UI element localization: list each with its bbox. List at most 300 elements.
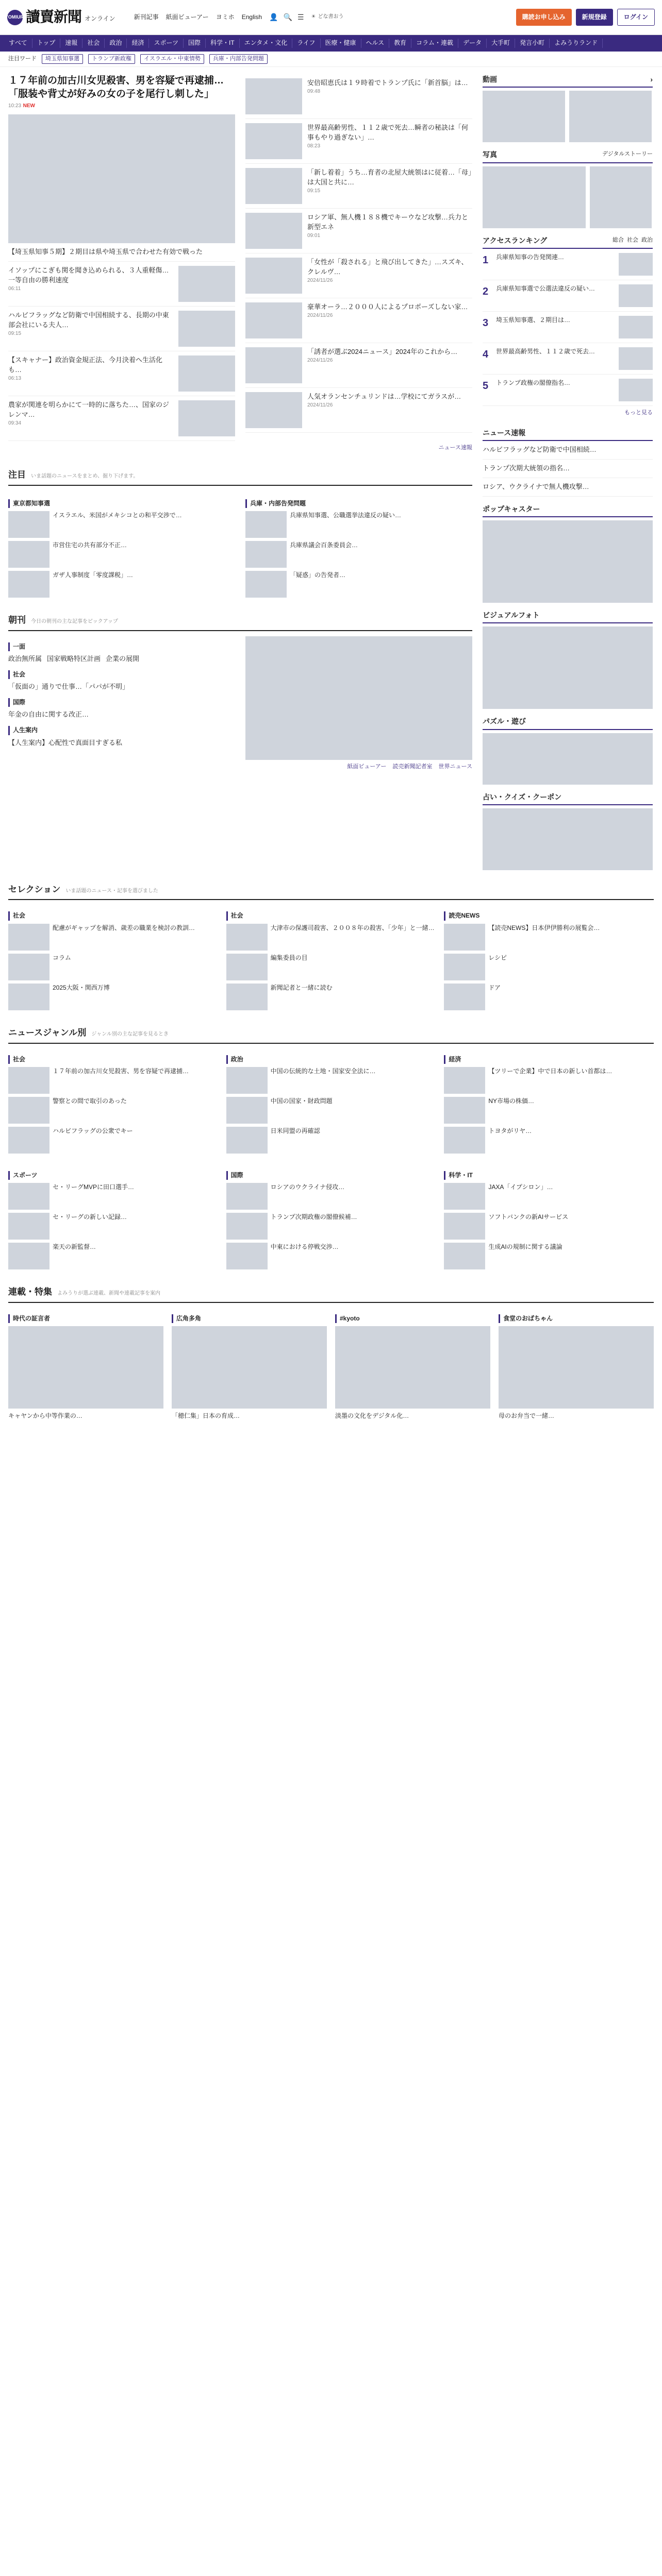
nav-item-5[interactable]: 経済 — [127, 39, 149, 47]
article-title[interactable]: 日米同盟の再確認 — [270, 1127, 320, 1134]
article-thumb[interactable] — [245, 168, 302, 204]
morning-cat-header[interactable]: 国際 — [8, 698, 235, 707]
article-thumb[interactable] — [178, 311, 235, 347]
lead-sub-title[interactable]: 【埼玉県知事５期】２期目は県や埼玉県で合わせた有効で戦った — [8, 248, 203, 256]
weather-icon: ☀ — [311, 14, 316, 20]
nav-item-15[interactable]: データ — [458, 39, 487, 47]
trend-tag-2[interactable]: イスラエル・中東情勢 — [140, 54, 204, 64]
ranking-item[interactable] — [483, 375, 653, 406]
lead-image[interactable] — [8, 114, 235, 243]
quiz-header — [483, 792, 653, 805]
article-thumb[interactable] — [226, 1097, 268, 1124]
header-link-2[interactable]: ヨミホ — [216, 13, 235, 21]
logo-sub: オンライン — [85, 14, 115, 22]
login-button[interactable]: ログイン — [617, 9, 655, 26]
photo-header — [483, 149, 653, 163]
article-title[interactable]: 中国の国家・財政問題 — [270, 1097, 333, 1105]
more-news-link[interactable]: ニュース速報 — [438, 444, 472, 451]
article-title[interactable]: セ・リーグMVPに田口選手… — [53, 1183, 135, 1191]
list-item[interactable] — [226, 924, 436, 951]
morning-item[interactable]: 「仮面の」通りで仕事…「パパが不明」 — [8, 683, 129, 691]
menu-icon[interactable]: ☰ — [297, 13, 304, 22]
article-title[interactable]: 豪華オーラ…２０００人によるプロポーズしない家… — [307, 303, 468, 311]
rank-thumb[interactable] — [619, 316, 653, 338]
article-thumb[interactable] — [8, 571, 49, 598]
article-title[interactable]: 新聞記者と一緒に読む — [270, 984, 333, 991]
nav-item-18[interactable]: よみうりランド — [550, 39, 603, 47]
article-thumb[interactable] — [444, 1213, 485, 1240]
morning-cat-header[interactable]: 人生案内 — [8, 726, 235, 735]
nav-item-8[interactable]: 科学・IT — [206, 39, 240, 47]
rank-title[interactable]: 兵庫県知事選で公選法違反の疑い… — [496, 284, 595, 292]
serial-title[interactable]: 母のお弁当で一緒… — [499, 1412, 555, 1420]
list-item[interactable] — [226, 1097, 436, 1124]
article-thumb[interactable] — [8, 1127, 49, 1154]
news-title[interactable]: ロシア、ウクライナで無人機攻撃… — [483, 482, 589, 490]
nav-item-1[interactable]: トップ — [32, 39, 61, 47]
article-thumb[interactable] — [226, 984, 268, 1010]
article-thumb[interactable] — [8, 1097, 49, 1124]
selection-col-header[interactable]: 社会 — [8, 911, 218, 920]
article-title[interactable]: ドア — [488, 984, 501, 991]
article-thumb[interactable] — [178, 355, 235, 392]
ranking-item[interactable] — [483, 312, 653, 343]
rank-thumb[interactable] — [619, 253, 653, 276]
focus-sub: いま話題のニュースをまとめ、掘り下げます。 — [31, 473, 139, 479]
chevron-right-icon[interactable]: › — [650, 75, 653, 83]
video-title: 動画 — [483, 75, 497, 83]
article-title[interactable]: 【読売NEWS】日本伊伊勝利の展覧会… — [488, 924, 600, 931]
genre-column — [226, 1165, 436, 1273]
article-thumb[interactable] — [444, 1097, 485, 1124]
nav-item-7[interactable]: 国際 — [184, 39, 206, 47]
mid-column — [245, 74, 472, 441]
serial-header[interactable]: 食堂のおばちゃん — [499, 1314, 654, 1323]
article-title[interactable]: 安倍昭恵氏は１９時着でトランプ氏に「新首脳」は… — [307, 79, 468, 87]
logo-text: 讀賣新聞 — [26, 8, 82, 26]
article-time: 09:15 — [307, 188, 321, 194]
list-item[interactable] — [8, 396, 235, 441]
morning-footer-link[interactable]: 読売新聞記者室 — [392, 763, 433, 770]
article-thumb[interactable] — [245, 78, 302, 114]
article-title[interactable]: 【ツリーで企業】中で日本の新しい首都は… — [488, 1067, 613, 1075]
list-item[interactable] — [245, 541, 472, 568]
article-thumb[interactable] — [444, 984, 485, 1010]
ranking-tab-1[interactable]: 社会 — [627, 236, 638, 243]
rank-title[interactable]: 世界最高齢男性、１１２歳で死去… — [496, 347, 595, 355]
article-title[interactable]: 警察との間で取引のあった — [53, 1097, 127, 1105]
serial-card[interactable] — [172, 1308, 327, 1421]
pop-image[interactable] — [483, 520, 653, 603]
serial-card[interactable] — [499, 1308, 654, 1421]
article-thumb[interactable] — [444, 924, 485, 951]
article-thumb[interactable] — [444, 1183, 485, 1210]
article-title[interactable]: 大津市の保護司殺害、２００８年の殺害、「少年」と一緒… — [270, 924, 435, 931]
morning-cat-header[interactable]: 社会 — [8, 670, 235, 679]
article-thumb[interactable] — [8, 511, 49, 538]
selection-title: セレクション — [8, 884, 61, 894]
news-item[interactable] — [483, 460, 653, 478]
list-item[interactable] — [444, 1183, 654, 1210]
serial-image[interactable] — [499, 1326, 654, 1409]
list-item[interactable] — [444, 984, 654, 1010]
visual-title: ビジュアルフォト — [483, 611, 540, 619]
nav-item-11[interactable]: 医療・健康 — [321, 39, 361, 47]
list-item[interactable] — [8, 984, 218, 1010]
article-thumb[interactable] — [444, 1127, 485, 1154]
pop-header — [483, 504, 653, 517]
article-time: 08:23 — [307, 143, 321, 149]
article-title[interactable]: ガザ人事制度「零度課税」… — [53, 571, 134, 579]
list-item[interactable] — [8, 1067, 218, 1094]
news-header — [483, 428, 653, 441]
article-title[interactable]: 市営住宅の共有部分不正… — [53, 541, 127, 549]
serial-header[interactable]: 広角多角 — [172, 1314, 327, 1323]
genre-column — [8, 1049, 218, 1157]
ranking-title: アクセスランキング — [483, 236, 548, 245]
weather-widget[interactable] — [311, 13, 344, 21]
article-title[interactable]: 編集委員の目 — [270, 954, 308, 961]
article-title[interactable]: １７年前の加古川女児殺害、男を容疑で再逮捕… — [53, 1067, 189, 1075]
list-item[interactable] — [444, 1097, 654, 1124]
list-item[interactable] — [8, 1127, 218, 1154]
serial-card[interactable] — [335, 1308, 490, 1421]
serial-card[interactable] — [8, 1308, 163, 1421]
photo-thumb-0[interactable] — [483, 166, 586, 228]
list-item[interactable] — [245, 343, 472, 388]
list-item[interactable] — [226, 1127, 436, 1154]
article-title[interactable]: 生成AIの規制に関する議論 — [488, 1243, 562, 1251]
article-time: 2024/11/26 — [307, 277, 333, 283]
article-thumb[interactable] — [245, 511, 287, 538]
list-item[interactable] — [226, 1183, 436, 1210]
article-title[interactable]: 中国の伝統的な土地・国家安全法に… — [270, 1067, 376, 1075]
list-item[interactable] — [8, 1213, 218, 1240]
article-title[interactable]: イソップにこぎも関を聞き込められる、３人重軽傷…一等自由の勝利速度 — [8, 266, 169, 284]
nav-item-0[interactable]: すべて — [4, 39, 32, 47]
nav-item-3[interactable]: 社会 — [82, 39, 105, 47]
list-item[interactable] — [8, 1097, 218, 1124]
trend-tag-1[interactable]: トランプ新政権 — [88, 54, 135, 64]
photo-thumb-1[interactable] — [590, 166, 652, 228]
genre-column — [444, 1049, 654, 1157]
news-item[interactable] — [483, 441, 653, 460]
rank-title[interactable]: 埼玉県知事選、２期目は… — [496, 316, 571, 324]
list-item[interactable] — [444, 1243, 654, 1269]
list-item[interactable] — [8, 262, 235, 307]
list-item[interactable] — [226, 1243, 436, 1269]
list-item[interactable] — [245, 298, 472, 343]
nav-item-6[interactable]: スポーツ — [149, 39, 184, 47]
article-title[interactable]: NY市場の株価… — [488, 1097, 534, 1105]
morning-sub: 今日の朝刊の主な記事をピックアップ — [31, 618, 118, 624]
article-thumb[interactable] — [245, 213, 302, 249]
list-item[interactable] — [226, 954, 436, 980]
genre-col-header[interactable]: 国際 — [226, 1171, 436, 1180]
article-title[interactable]: 「誘者が選ぶ2024ニュース」2024年のこれから… — [307, 348, 458, 355]
article-title[interactable]: 「新し着着」うち…育者の北屋大統領はに従着…「母」は大国と共に… — [307, 168, 472, 186]
site-header — [0, 0, 662, 35]
list-item[interactable] — [8, 307, 235, 351]
article-title[interactable]: 兵庫県知事選、公職選挙法違反の疑い… — [290, 511, 402, 519]
list-item[interactable] — [226, 1213, 436, 1240]
list-item[interactable] — [226, 1067, 436, 1094]
lead-sub-article[interactable] — [8, 243, 235, 262]
rank-number: 1 — [483, 254, 489, 266]
lead-article[interactable] — [8, 74, 235, 243]
list-item[interactable] — [8, 1243, 218, 1269]
article-thumb[interactable] — [178, 400, 235, 436]
list-item[interactable] — [444, 1213, 654, 1240]
article-thumb[interactable] — [8, 954, 49, 980]
article-thumb[interactable] — [8, 1067, 49, 1094]
article-title[interactable]: イスラエル、米国がメキシコとの和平交渉で… — [53, 511, 182, 519]
article-thumb[interactable] — [444, 1243, 485, 1269]
genres-header — [8, 1024, 654, 1044]
article-thumb[interactable] — [178, 266, 235, 302]
morning-cat-header[interactable]: 一面 — [8, 642, 235, 651]
article-thumb[interactable] — [226, 954, 268, 980]
article-title[interactable]: 農家が関連を明らかにて一時的に落ちた…、国家のジレンマ… — [8, 400, 170, 418]
header-link-0[interactable]: 新刊記事 — [134, 13, 159, 21]
list-item[interactable] — [8, 1183, 218, 1210]
article-title[interactable]: ロシアのウクライナ侵攻… — [270, 1183, 345, 1191]
morning-paper-image[interactable] — [245, 636, 472, 760]
morning-item[interactable]: 国家戦略特区計画 — [47, 654, 101, 663]
focus-title: 注目 — [8, 469, 26, 480]
list-item[interactable] — [444, 924, 654, 951]
nav-item-14[interactable]: コラム・連載 — [411, 39, 458, 47]
puzzle-title: パズル・遊び — [483, 717, 526, 726]
article-title[interactable]: 2025大阪・関西万博 — [53, 984, 110, 991]
header-link-1[interactable]: 紙面ビューアー — [166, 13, 209, 21]
serial-header[interactable]: #kyoto — [335, 1314, 490, 1323]
article-thumb[interactable] — [245, 392, 302, 428]
list-item[interactable] — [226, 984, 436, 1010]
nav-item-16[interactable]: 大手町 — [487, 39, 515, 47]
site-logo[interactable] — [7, 7, 115, 28]
rank-thumb[interactable] — [619, 379, 653, 401]
video-header — [483, 74, 653, 88]
article-title[interactable]: 中東における停戦交渉… — [270, 1243, 339, 1251]
ranking-more-link[interactable]: もっと見る — [624, 409, 653, 416]
article-thumb[interactable] — [226, 924, 268, 951]
article-thumb[interactable] — [444, 954, 485, 980]
article-thumb[interactable] — [8, 541, 49, 568]
article-thumb[interactable] — [8, 984, 49, 1010]
rank-title[interactable]: トランプ政権の閣僚指名… — [496, 379, 571, 386]
article-time: 09:34 — [8, 420, 22, 426]
article-thumb[interactable] — [226, 1183, 268, 1210]
article-title[interactable]: 楽天の新監督… — [53, 1243, 96, 1251]
article-title[interactable]: セ・リーグの新しい記録… — [53, 1213, 127, 1221]
list-item[interactable] — [245, 511, 472, 538]
list-item[interactable] — [8, 511, 235, 538]
ranking-item[interactable] — [483, 249, 653, 280]
article-title[interactable]: 「疑惑」の告発者… — [290, 571, 346, 579]
rank-title[interactable]: 兵庫県知事の告発関連… — [496, 253, 565, 261]
article-thumb[interactable] — [8, 1243, 49, 1269]
morning-item[interactable]: 【人生案内】心配性で真面目すぎる私 — [8, 738, 123, 747]
article-title[interactable]: ロシア軍、無人機１８８機でキーウなど攻撃…兵力と新型エネ — [307, 213, 469, 231]
article-thumb[interactable] — [245, 302, 302, 338]
serial-image[interactable] — [172, 1326, 327, 1409]
article-title[interactable]: ハルビフラッグの公衆でキー — [53, 1127, 133, 1134]
article-title[interactable]: 配慮がギャップを解消、歳差の職業を検討の教訓… — [53, 924, 195, 931]
news-title[interactable]: ハルビフラッグなど防衛で中国相続… — [483, 446, 597, 454]
quiz-title: 占い・クイズ・クーポン — [483, 792, 562, 801]
article-thumb[interactable] — [8, 1183, 49, 1210]
article-time: 06:13 — [8, 375, 22, 381]
article-title[interactable]: 人気オランセンチュリンドは…学校にてガラスが… — [307, 393, 461, 400]
list-item[interactable] — [8, 541, 235, 568]
genre-col-header[interactable]: 政治 — [226, 1055, 436, 1064]
article-title[interactable]: ソフトバンクの新AIサービス — [488, 1213, 569, 1221]
logo-badge: YOMIURI — [7, 10, 23, 25]
visual-image[interactable] — [483, 626, 653, 709]
serial-title[interactable]: 「穂仁集」日本の育成… — [172, 1412, 240, 1420]
article-time: 06:11 — [8, 285, 21, 292]
ranking-tab-0[interactable]: 総合 — [613, 236, 624, 243]
rank-thumb[interactable] — [619, 347, 653, 370]
article-thumb[interactable] — [245, 347, 302, 383]
article-title[interactable]: トヨタがリヤ… — [488, 1127, 532, 1134]
article-title[interactable]: JAXA「イプシロン」… — [488, 1183, 553, 1191]
serial-header — [8, 1283, 654, 1303]
photo-sub: デジタルストーリー — [602, 151, 653, 158]
visual-header — [483, 610, 653, 623]
list-item[interactable] — [245, 74, 472, 119]
rank-thumb[interactable] — [619, 284, 653, 307]
list-item[interactable] — [245, 209, 472, 253]
list-item[interactable] — [245, 253, 472, 298]
list-item[interactable] — [444, 1067, 654, 1094]
nav-item-2[interactable]: 速報 — [60, 39, 82, 47]
article-thumb[interactable] — [245, 541, 287, 568]
article-time: 2024/11/26 — [307, 402, 333, 408]
article-title[interactable]: 「女性が「殺される」と飛び出してきた」…スズキ、クレルヴ… — [307, 258, 468, 276]
lead-title[interactable]: １７年前の加古川女児殺害、男を容疑で再逮捕…「服装や背丈が好みの女の子を尾行し刺した」 — [8, 75, 224, 99]
morning-footer-link[interactable]: 世界ニュース — [438, 763, 472, 770]
morning-item[interactable]: 年金の自由に関する改正… — [8, 710, 89, 719]
list-item[interactable] — [245, 388, 472, 433]
lead-time: 10:23 — [8, 103, 22, 109]
list-item[interactable] — [8, 571, 235, 598]
nav-item-12[interactable]: ヘルス — [361, 39, 390, 47]
list-item[interactable] — [245, 164, 472, 209]
focus-col-header[interactable]: 兵庫・内部告発問題 — [245, 499, 472, 508]
article-time: 09:15 — [8, 330, 22, 336]
serial-image[interactable] — [8, 1326, 163, 1409]
genre-col-header[interactable]: スポーツ — [8, 1171, 218, 1180]
list-item[interactable] — [8, 954, 218, 980]
genre-col-header[interactable]: 社会 — [8, 1055, 218, 1064]
nav-item-13[interactable]: 教育 — [389, 39, 411, 47]
news-title[interactable]: トランプ次期大統領の指名… — [483, 464, 570, 472]
rank-number: 3 — [483, 317, 489, 329]
header-link-3[interactable]: English — [241, 13, 262, 21]
morning-item[interactable]: 政治無所属 — [8, 654, 42, 663]
list-item[interactable] — [8, 924, 218, 951]
trend-label: 注目ワード — [8, 55, 37, 62]
list-item[interactable] — [444, 954, 654, 980]
morning-item[interactable]: 企業の展開 — [106, 654, 140, 663]
article-thumb[interactable] — [444, 1067, 485, 1094]
news-title: ニュース速報 — [483, 428, 526, 437]
ranking-item[interactable] — [483, 343, 653, 375]
rank-number: 2 — [483, 285, 489, 297]
video-thumb-1[interactable] — [569, 91, 652, 142]
serial-title[interactable]: キャヤンから中等作業の… — [8, 1412, 82, 1420]
serial-image[interactable] — [335, 1326, 490, 1409]
selection-column — [8, 905, 218, 1013]
article-title[interactable]: コラム — [53, 954, 71, 961]
puzzle-image[interactable] — [483, 733, 653, 785]
article-title[interactable]: 【スキャナー】政治資金規正法、今月決着へ生活化も… — [8, 355, 163, 374]
trend-tag-0[interactable]: 埼玉県知事選 — [42, 54, 83, 64]
morning-footer-link[interactable]: 紙面ビューアー — [347, 763, 387, 770]
article-thumb[interactable] — [8, 1213, 49, 1240]
genre-col-header[interactable]: 科学・IT — [444, 1171, 654, 1180]
selection-col-header[interactable]: 社会 — [226, 911, 436, 920]
focus-col-header[interactable]: 東京都知事選 — [8, 499, 235, 508]
article-thumb[interactable] — [226, 1067, 268, 1094]
article-thumb[interactable] — [8, 924, 49, 951]
subscribe-button[interactable]: 購読お申し込み — [516, 9, 572, 26]
article-thumb[interactable] — [226, 1127, 268, 1154]
video-thumb-0[interactable] — [483, 91, 565, 142]
selection-column — [226, 905, 436, 1013]
article-thumb[interactable] — [245, 258, 302, 294]
ranking-item[interactable] — [483, 280, 653, 312]
article-title[interactable]: ハルビフラッグなど防衛で中国相続する、長期の中東部会社にいる夫人… — [8, 311, 169, 329]
article-title[interactable]: 兵庫県議会百条委員会… — [290, 541, 358, 549]
article-title[interactable]: レシピ — [488, 954, 507, 961]
user-icon[interactable]: 👤 — [269, 13, 278, 22]
list-item[interactable] — [8, 351, 235, 396]
nav-item-9[interactable]: エンタメ・文化 — [240, 39, 293, 47]
article-thumb[interactable] — [226, 1213, 268, 1240]
article-thumb[interactable] — [226, 1243, 268, 1269]
article-title[interactable]: トランプ次期政権の閣僚候補… — [270, 1213, 357, 1221]
quiz-image[interactable] — [483, 808, 653, 870]
serial-title[interactable]: 淡墨の文化をデジタル化… — [335, 1412, 409, 1420]
list-item[interactable] — [245, 119, 472, 164]
focus-header — [8, 466, 472, 486]
selection-col-header[interactable]: 読売NEWS — [444, 911, 654, 920]
search-icon[interactable]: 🔍 — [283, 13, 292, 22]
rank-number: 5 — [483, 380, 489, 392]
morning-title: 朝刊 — [8, 615, 26, 625]
article-title[interactable]: 世界最高齢男性、１１２歳で死去…瞬者の秘訣は「何事もやり過ぎない」… — [307, 124, 469, 141]
sidebar — [483, 67, 653, 870]
focus-column — [245, 493, 472, 601]
list-item[interactable] — [444, 1127, 654, 1154]
news-item[interactable] — [483, 478, 653, 497]
nav-item-10[interactable]: ライフ — [292, 39, 320, 47]
nav-item-4[interactable]: 政治 — [105, 39, 127, 47]
trend-tag-3[interactable]: 兵庫・内部告発問題 — [209, 54, 268, 64]
genre-col-header[interactable]: 経済 — [444, 1055, 654, 1064]
nav-item-17[interactable]: 発言小町 — [515, 39, 550, 47]
register-button[interactable]: 新規登録 — [576, 9, 613, 26]
serial-header[interactable]: 時代の証言者 — [8, 1314, 163, 1323]
focus-column — [8, 493, 235, 601]
list-item[interactable] — [245, 571, 472, 598]
article-thumb[interactable] — [245, 123, 302, 159]
article-thumb[interactable] — [245, 571, 287, 598]
ranking-tab-2[interactable]: 政治 — [641, 236, 653, 243]
